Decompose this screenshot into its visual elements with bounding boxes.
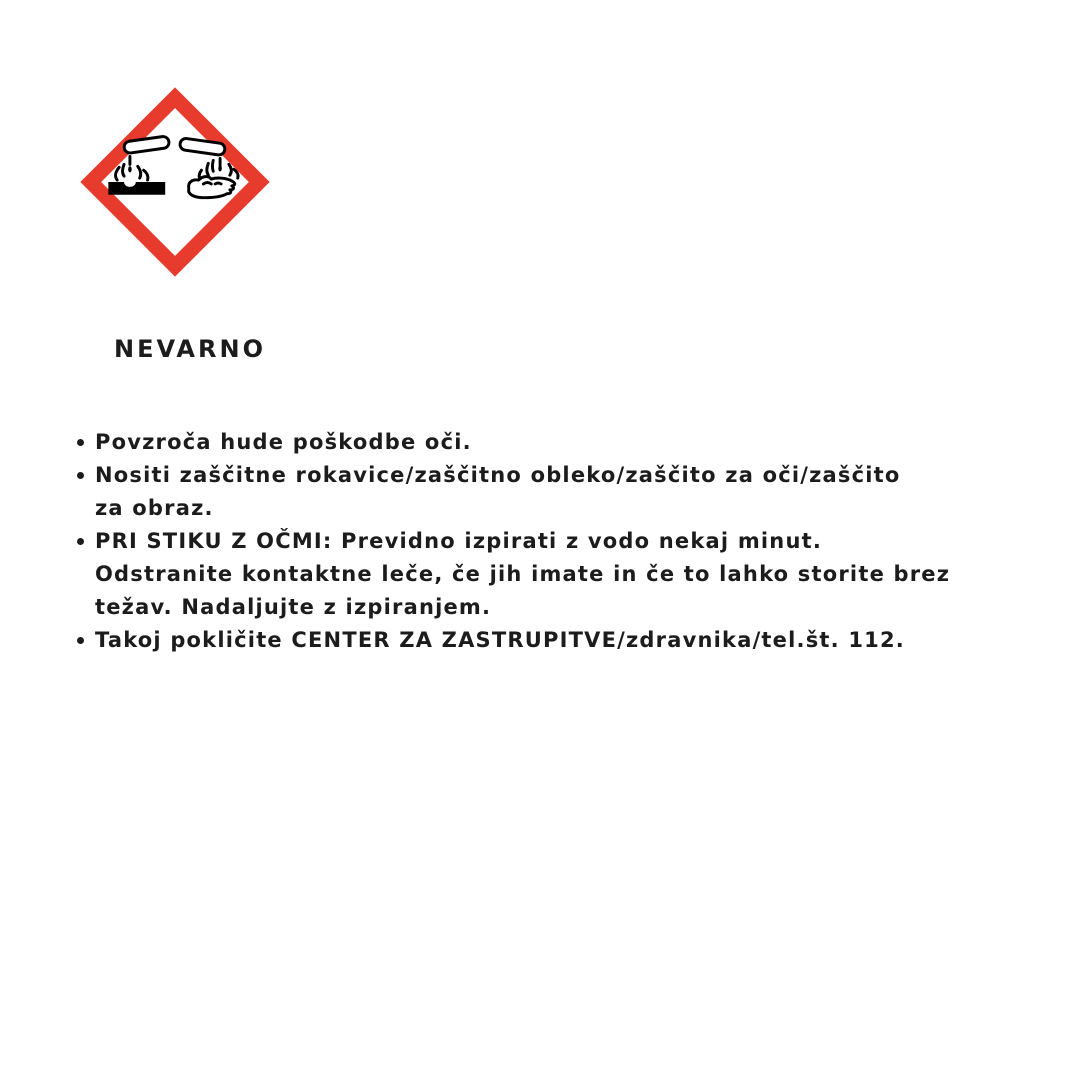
statement-line: za obraz. (95, 496, 214, 520)
signal-word: NEVARNO (114, 335, 266, 363)
statement-item-h318 (75, 426, 1045, 459)
statement-list (75, 426, 1045, 657)
statement-line: PRI STIKU Z OČMI: Previdno izpirati z vodo nekaj minut. (95, 529, 823, 553)
statement-line: Odstranite kontaktne leče, če jih imate in če to lahko storite brez (95, 562, 951, 586)
statement-line: Povzroča hude poškodbe oči. (95, 430, 472, 454)
statement-line: Takoj pokličite CENTER ZA ZASTRUPITVE/zdravnika/tel.št. 112. (95, 628, 905, 652)
statement-item-p305 (75, 525, 1045, 624)
statement-line: Nositi zaščitne rokavice/zaščitno obleko/zaščito za oči/zaščito (95, 463, 901, 487)
ghs05-corrosion-icon (77, 84, 273, 280)
statement-line: težav. Nadaljujte z izpiranjem. (95, 595, 492, 619)
statement-item-p280 (75, 459, 1045, 525)
corroded-surface-icon (108, 182, 165, 195)
hand-icon (189, 177, 235, 198)
statement-item-p310 (75, 624, 1045, 657)
